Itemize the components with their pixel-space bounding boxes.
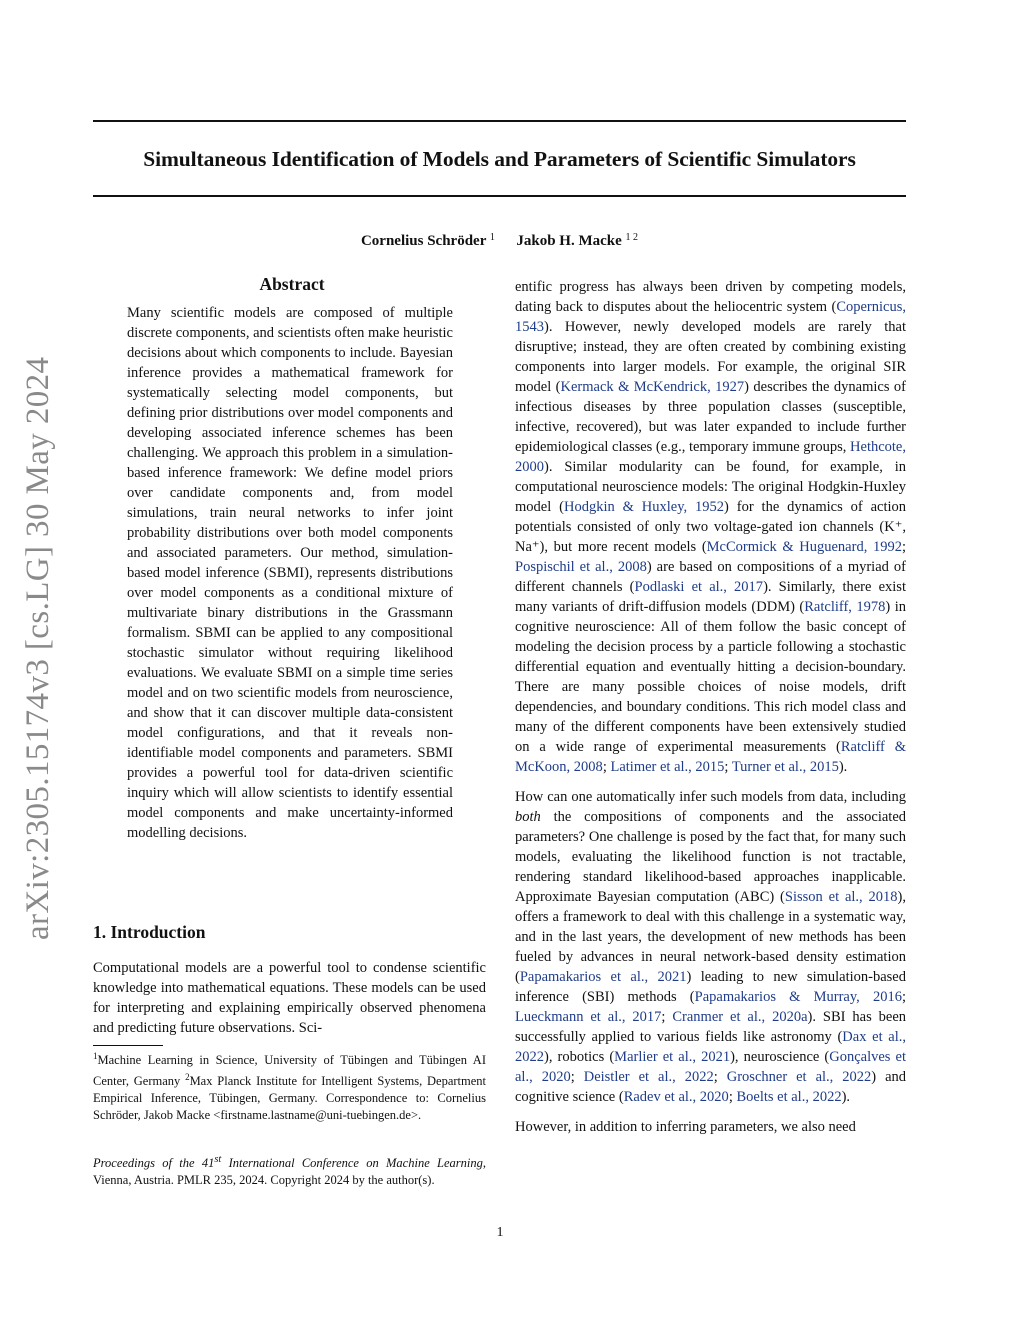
citation-link[interactable]: Pospischil et al., 2008 — [515, 559, 647, 575]
abstract-text: Many scientific models are composed of multiple discrete components, and scientists often make heuristic decisions about which components to include. Bayesian inference provides a mathematical framework for systematically selecting model components, but defining prior distributions over model components and developing associated inference schemes has been challenging. We approach this problem in a simulation-based inference framework: We define model priors over candidate components and, from model simulations, train neural networks to infer joint probability distributions over both model components and associated parameters. Our method, simulation-based model inference (SBMI), represents distributions over model components as a conditional mixture of multivariate binary distributions in the Grassmann formalism. SBMI can be applied to any compositional stochastic simulator without requiring likelihood evaluations. We evaluate SBMI on a simple time series model and on two scientific models from neuroscience, and show that it can discover multiple data-consistent model configurations, and that it reveals non-identifiable model components and parameters. SBMI provides a powerful tool for data-driven scientific inquiry which will allow scientists to identify essential model components and make uncertainty-informed modelling decisions. — [127, 305, 453, 841]
text-run: ; — [901, 989, 906, 1005]
footnote-rule — [93, 1045, 163, 1046]
proceedings-number: 41 — [201, 1156, 215, 1171]
text-run: ; — [728, 1089, 737, 1105]
citation-link[interactable]: Hethcote, 2000 — [515, 439, 906, 475]
arxiv-stamp: arXiv:2305.15174v3 [cs.LG] 30 May 2024 — [20, 356, 56, 940]
intro-paragraph-right-1 — [515, 277, 906, 777]
citation-link[interactable]: Dax et al., 2022 — [515, 1029, 906, 1065]
text-run: ; — [724, 759, 732, 775]
footnote-marker: 1 — [93, 1051, 98, 1061]
paper-title: Simultaneous Identification of Models and Parameters of Scientific Simulators — [143, 147, 856, 171]
text-run: ) for the dynamics of action potentials consisted of only two voltage-gated ion channels (K⁺, Na⁺), but more recent models ( — [515, 499, 906, 555]
title-top-rule — [93, 120, 906, 122]
citation-link[interactable]: Radev et al., 2020 — [623, 1089, 729, 1105]
citation-link[interactable]: Ratcliff & McKoon, 2008 — [515, 739, 906, 775]
text-run: ) are based on compositions of a myriad of different channels ( — [515, 559, 906, 595]
text-run: ), robotics ( — [544, 1049, 615, 1065]
footnote-affiliation-1: Machine Learning in Science, University of Tübingen and Tübingen AI Center, Germany — [93, 1053, 486, 1089]
citation-link[interactable]: Hodgkin & Huxley, 1952 — [563, 499, 725, 515]
intro-paragraph-right-2 — [515, 787, 906, 1107]
text-run: ; — [661, 1009, 673, 1025]
citation-link[interactable]: Boelts et al., 2022 — [736, 1089, 842, 1105]
footnote-affiliation-2: Max Planck Institute for Intelligent Systems, Department Empirical Inference, Tübingen, Germany. Correspondence to: Cornelius Schröder, Jakob Macke <firstname.lastname@uni-tuebingen.de>. — [93, 1074, 487, 1123]
text-run: ; — [602, 759, 611, 775]
text-run: ). Similarly, there exist many variants of drift-diffusion models (DDM) ( — [515, 579, 906, 615]
citation-link[interactable]: Sisson et al., 2018 — [784, 889, 898, 905]
affiliations-footnote — [93, 1048, 486, 1124]
citation-link[interactable]: Podlaski et al., 2017 — [634, 579, 764, 595]
text-run: ; — [901, 539, 906, 555]
section-heading-introduction: 1. Introduction — [93, 922, 206, 942]
citation-link[interactable]: Deistler et al., 2022 — [583, 1069, 714, 1085]
text-run: ) describes the dynamics of infectious diseases by three population classes (susceptible, infective, recovered), but was later expanded to include further epidemiological classes (e.g., temporary immune groups, — [515, 379, 906, 455]
text-run: ). Similar modularity can be found, for example, in computational neuroscience models: The original Hodgkin-Huxley model ( — [515, 459, 906, 515]
citation-link[interactable]: Marlier et al., 2021 — [614, 1049, 731, 1065]
author-name: Jakob H. Macke — [516, 233, 622, 249]
text-run: the compositions of components and the associated parameters? One challenge is posed by the fact that, for many such models, evaluating the likelihood function is not tractable, rendering standard likelihood-based approaches inapplicable. Approximate Bayesian computation (ABC) ( — [515, 809, 906, 905]
abstract-heading: Abstract — [259, 274, 325, 294]
author-affiliation: 1 2 — [625, 232, 639, 243]
proceedings-lead: Proceedings of the — [93, 1156, 202, 1171]
text-run: entific progress has always been driven by competing models, dating back to disputes about the heliocentric system ( — [515, 279, 906, 315]
text-run: ) and cognitive science ( — [515, 1069, 907, 1105]
proceedings-note — [93, 1151, 486, 1189]
text-run: ), neuroscience ( — [730, 1049, 830, 1065]
intro-paragraph-left: Computational models are a powerful tool to condense scientific knowledge into mathematical equations. These models can be used for interpreting and explaining empirically observed phenomena and predicting future observations. Sci- — [93, 960, 486, 1036]
citation-link[interactable]: McCormick & Huguenard, 1992 — [706, 539, 902, 555]
author-affiliation: 1 — [489, 232, 495, 243]
author-name: Cornelius Schröder — [360, 233, 487, 249]
citation-link[interactable]: Copernicus, 1543 — [515, 299, 906, 335]
right-column — [515, 277, 906, 1147]
page-number: 1 — [496, 1225, 504, 1240]
text-run: ) leading to new simulation-based inference (SBI) methods ( — [515, 969, 906, 1005]
text-run: ; — [570, 1069, 584, 1085]
emphasis-text: both — [515, 809, 541, 825]
intro-paragraph-right-3: However, in addition to inferring parameters, we also need — [515, 1119, 856, 1135]
title-bottom-rule — [93, 195, 906, 197]
citation-link[interactable]: Papamakarios & Murray, 2016 — [694, 989, 902, 1005]
text-run: ) in cognitive neuroscience: All of them follow the basic concept of modeling the decision process by a particle following a stochastic differential equation and eventually hitting a decision-boundary. There are many possible choices of noise models, drift dependencies, and boundary conditions. This rich model class and many of the different components have been extensively studied on a wide range of experimental measurements ( — [515, 599, 907, 755]
text-run: ; — [713, 1069, 727, 1085]
citation-link[interactable]: Groschner et al., 2022 — [726, 1069, 872, 1085]
citation-link[interactable]: Lueckmann et al., 2017 — [515, 1009, 662, 1025]
citation-link[interactable]: Kermack & McKendrick, 1927 — [560, 379, 745, 395]
citation-link[interactable]: Papamakarios et al., 2021 — [519, 969, 687, 985]
citation-link[interactable]: Ratcliff, 1978 — [804, 599, 886, 615]
text-run: How can one automatically infer such models from data, including — [515, 789, 906, 805]
footnote-marker: 2 — [185, 1072, 190, 1083]
citation-link[interactable]: Turner et al., 2015 — [731, 759, 839, 775]
text-run: ). SBI has been successfully applied to various fields like astronomy ( — [515, 1009, 907, 1045]
text-run: ). — [838, 759, 848, 775]
author-line — [93, 232, 906, 250]
proceedings-suffix: st — [214, 1154, 222, 1165]
text-run: ), offers a framework to deal with this challenge in a systematic way, and in the last years, the development of new methods has been fueled by advances in neural network-based density estimation ( — [515, 889, 906, 985]
text-run: ). — [841, 1089, 851, 1105]
text-run: ). However, newly developed models are rarely that disruptive; instead, they are often created by combining existing components into larger models. For example, the original SIR model ( — [515, 319, 906, 395]
citation-link[interactable]: Cranmer et al., 2020a — [672, 1009, 808, 1025]
proceedings-rest: , Vienna, Austria. PMLR 235, 2024. Copyright 2024 by the author(s). — [93, 1156, 486, 1188]
citation-link[interactable]: Gonçalves et al., 2020 — [515, 1049, 906, 1085]
proceedings-conference: International Conference on Machine Learning — [221, 1156, 483, 1171]
citation-link[interactable]: Latimer et al., 2015 — [610, 759, 725, 775]
